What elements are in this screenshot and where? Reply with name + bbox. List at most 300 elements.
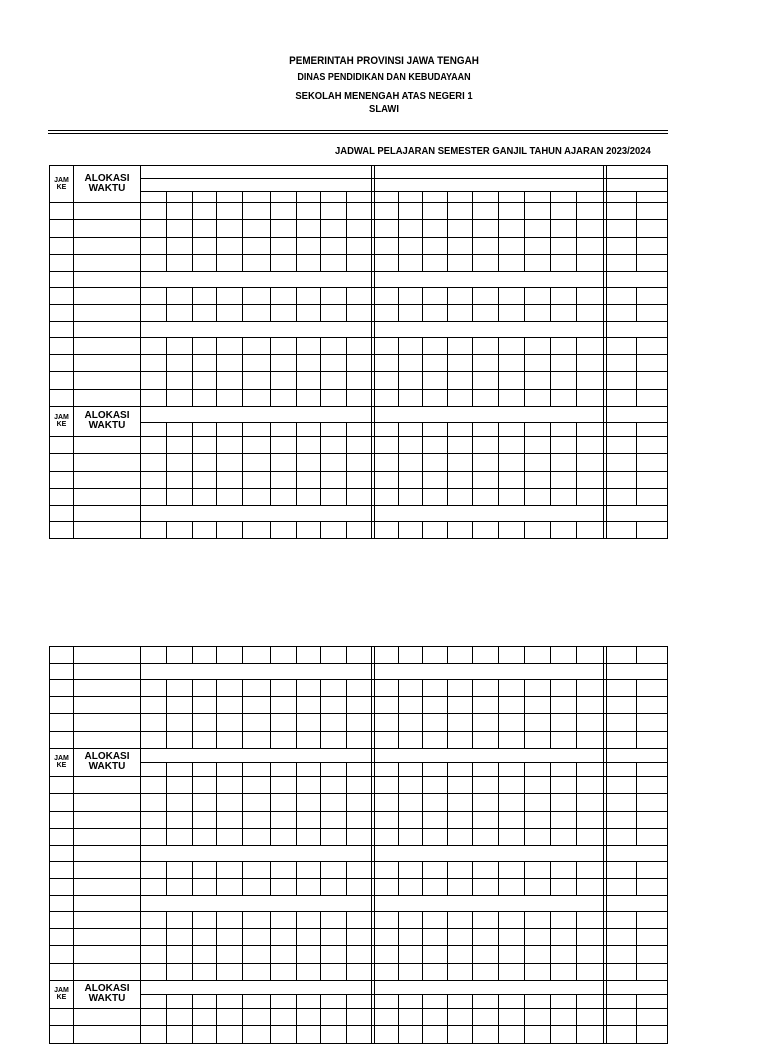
teacher-code-xi — [525, 731, 551, 748]
teacher-code-xi — [473, 963, 499, 980]
jam-number — [50, 963, 74, 980]
teacher-code-xi — [551, 304, 577, 321]
jam-number — [50, 254, 74, 271]
teacher-code-x — [243, 471, 271, 488]
istirahat-label — [375, 664, 604, 680]
teacher-code-xi — [375, 714, 399, 731]
teacher-code-x — [243, 203, 271, 220]
class-number-x — [347, 422, 372, 436]
teacher-code-x — [347, 436, 372, 453]
class-number-xii — [637, 762, 668, 776]
teacher-code-x — [141, 254, 167, 271]
class-number-xi — [551, 422, 577, 436]
class-number-xii — [637, 994, 668, 1008]
teacher-code-xi — [525, 389, 551, 406]
teacher-code-xi — [499, 304, 525, 321]
istirahat-label — [141, 506, 372, 522]
teacher-code-xi — [551, 697, 577, 714]
teacher-code-xi — [577, 776, 604, 793]
teacher-code-xi — [525, 254, 551, 271]
teacher-code-x — [243, 828, 271, 845]
time-slot — [74, 287, 141, 304]
teacher-code-xi — [375, 304, 399, 321]
teacher-code-xi — [577, 697, 604, 714]
teacher-code-xi — [473, 471, 499, 488]
kelas-xii-header — [607, 166, 668, 179]
teacher-code-xi — [375, 471, 399, 488]
teacher-code-x — [193, 861, 217, 878]
teacher-code-x — [243, 911, 271, 928]
class-number-x — [271, 994, 297, 1008]
teacher-code-xi — [577, 287, 604, 304]
teacher-code-x — [217, 878, 243, 895]
teacher-code-xi — [473, 372, 499, 389]
teacher-code-x — [271, 794, 297, 811]
teacher-code-x — [297, 776, 321, 793]
teacher-code-x — [193, 220, 217, 237]
teacher-code-xi — [525, 372, 551, 389]
teacher-code-xi — [448, 811, 473, 828]
teacher-code-x — [321, 679, 347, 696]
teacher-code-xi — [448, 454, 473, 471]
alokasi-label: ALOKASI — [84, 751, 130, 763]
teacher-code-x — [217, 929, 243, 946]
class-number-x — [243, 994, 271, 1008]
teacher-code-x — [141, 220, 167, 237]
teacher-code-x — [321, 471, 347, 488]
class-number-x — [271, 422, 297, 436]
teacher-code-xii — [637, 1026, 668, 1043]
teacher-code-x — [347, 946, 372, 963]
time-slot — [74, 220, 141, 237]
teacher-code-xi — [375, 861, 399, 878]
teacher-code-x — [243, 337, 271, 354]
jam-number — [50, 389, 74, 406]
class-number-x — [271, 192, 297, 203]
teacher-code-xi — [473, 436, 499, 453]
teacher-code-x — [271, 521, 297, 538]
teacher-code-x — [193, 679, 217, 696]
teacher-code-xi — [375, 337, 399, 354]
teacher-code-xi — [473, 220, 499, 237]
teacher-code-xi — [423, 203, 448, 220]
teacher-code-x — [321, 355, 347, 372]
teacher-code-xi — [399, 946, 423, 963]
day-label-xi — [375, 406, 604, 422]
teacher-code-x — [297, 679, 321, 696]
teacher-code-xi — [375, 929, 399, 946]
teacher-code-x — [217, 1026, 243, 1043]
class-number-xii — [607, 762, 637, 776]
class-number-x — [217, 762, 243, 776]
schedule-row — [50, 861, 668, 878]
teacher-code-xi — [423, 355, 448, 372]
class-number-xi — [551, 762, 577, 776]
teacher-code-xi — [375, 1026, 399, 1043]
time-slot — [74, 521, 141, 538]
teacher-code-xi — [473, 776, 499, 793]
jam-number — [50, 714, 74, 731]
class-number-xi — [551, 994, 577, 1008]
teacher-code-xi — [375, 647, 399, 664]
teacher-code-xi — [423, 828, 448, 845]
teacher-code-xi — [499, 963, 525, 980]
teacher-code-x — [217, 488, 243, 505]
teacher-code-xi — [551, 471, 577, 488]
schedule-row — [50, 355, 668, 372]
teacher-code-x — [271, 372, 297, 389]
teacher-code-xi — [499, 254, 525, 271]
time-slot — [74, 237, 141, 254]
teacher-code-xi — [525, 776, 551, 793]
time-slot — [74, 355, 141, 372]
teacher-code-xi — [499, 714, 525, 731]
teacher-code-x — [167, 237, 193, 254]
teacher-code-x — [271, 389, 297, 406]
teacher-code-xi — [551, 911, 577, 928]
teacher-code-x — [297, 254, 321, 271]
jam-cell-empty — [50, 664, 74, 680]
teacher-code-x — [167, 911, 193, 928]
teacher-code-x — [271, 355, 297, 372]
alokasi-label: ALOKASI — [84, 173, 130, 184]
teacher-code-xi — [551, 521, 577, 538]
teacher-code-xi — [399, 1008, 423, 1025]
class-number-xi — [423, 422, 448, 436]
teacher-code-xi — [577, 203, 604, 220]
teacher-code-xi — [423, 471, 448, 488]
teacher-code-xi — [399, 714, 423, 731]
teacher-code-x — [347, 1008, 372, 1025]
teacher-code-xi — [448, 355, 473, 372]
teacher-code-x — [271, 714, 297, 731]
teacher-code-xi — [499, 237, 525, 254]
teacher-code-xi — [399, 811, 423, 828]
time-slot — [74, 946, 141, 963]
teacher-code-xii — [607, 454, 637, 471]
teacher-code-xi — [473, 237, 499, 254]
teacher-code-xi — [551, 488, 577, 505]
class-number-xi — [473, 994, 499, 1008]
teacher-code-xi — [551, 254, 577, 271]
teacher-code-xi — [525, 203, 551, 220]
class-number-xi — [423, 762, 448, 776]
teacher-code-xi — [375, 355, 399, 372]
teacher-code-x — [243, 372, 271, 389]
jam-label: JAM — [54, 987, 69, 995]
teacher-code-x — [243, 647, 271, 664]
teacher-code-xii — [637, 471, 668, 488]
teacher-code-x — [193, 776, 217, 793]
teacher-code-xi — [399, 287, 423, 304]
schedule-sheet-2 — [49, 646, 668, 1044]
teacher-code-xi — [399, 963, 423, 980]
jam-number — [50, 521, 74, 538]
teacher-code-xi — [551, 337, 577, 354]
teacher-code-xi — [551, 647, 577, 664]
day-label-xii — [607, 748, 668, 762]
teacher-code-xii — [637, 929, 668, 946]
teacher-code-xi — [577, 337, 604, 354]
teacher-code-xi — [448, 697, 473, 714]
teacher-code-xi — [499, 1008, 525, 1025]
teacher-code-xi — [473, 878, 499, 895]
schedule-row — [50, 389, 668, 406]
teacher-code-xi — [448, 647, 473, 664]
teacher-code-x — [193, 963, 217, 980]
class-number-xi — [577, 422, 604, 436]
teacher-code-xii — [607, 355, 637, 372]
teacher-code-xi — [473, 828, 499, 845]
teacher-code-x — [271, 929, 297, 946]
teacher-code-xi — [423, 811, 448, 828]
istirahat-label — [375, 506, 604, 522]
teacher-code-xi — [473, 929, 499, 946]
time-slot — [74, 454, 141, 471]
istirahat-label — [141, 896, 372, 912]
teacher-code-x — [271, 731, 297, 748]
class-number-xi — [448, 994, 473, 1008]
teacher-code-x — [167, 304, 193, 321]
teacher-code-xi — [423, 372, 448, 389]
teacher-code-xi — [399, 372, 423, 389]
teacher-code-xi — [577, 372, 604, 389]
teacher-code-xi — [577, 220, 604, 237]
teacher-code-xii — [637, 304, 668, 321]
teacher-code-xi — [448, 287, 473, 304]
teacher-code-x — [271, 304, 297, 321]
teacher-code-x — [243, 220, 271, 237]
teacher-code-x — [271, 697, 297, 714]
teacher-code-xi — [577, 714, 604, 731]
teacher-code-x — [243, 963, 271, 980]
teacher-code-xi — [448, 1026, 473, 1043]
teacher-code-xi — [399, 1026, 423, 1043]
teacher-code-x — [347, 220, 372, 237]
teacher-code-x — [321, 929, 347, 946]
class-number-x — [243, 762, 271, 776]
teacher-code-xi — [525, 488, 551, 505]
teacher-code-xi — [577, 647, 604, 664]
teacher-code-x — [167, 337, 193, 354]
teacher-code-xi — [448, 1008, 473, 1025]
teacher-code-xi — [423, 337, 448, 354]
teacher-code-xii — [607, 714, 637, 731]
teacher-code-xii — [607, 679, 637, 696]
teacher-code-x — [217, 389, 243, 406]
teacher-code-x — [321, 337, 347, 354]
istirahat-label — [375, 322, 604, 338]
teacher-code-x — [297, 697, 321, 714]
time-slot — [74, 697, 141, 714]
teacher-code-xi — [448, 220, 473, 237]
teacher-code-x — [217, 911, 243, 928]
teacher-code-xi — [399, 697, 423, 714]
teacher-code-x — [193, 287, 217, 304]
teacher-code-xi — [499, 454, 525, 471]
teacher-code-xii — [637, 811, 668, 828]
class-number-x — [141, 422, 167, 436]
teacher-code-xi — [577, 254, 604, 271]
jam-number — [50, 697, 74, 714]
teacher-code-xi — [473, 679, 499, 696]
alokasi-label: ALOKASI — [84, 983, 130, 995]
teacher-code-xi — [551, 287, 577, 304]
jam-number — [50, 454, 74, 471]
time-slot — [74, 896, 141, 912]
teacher-code-xi — [473, 714, 499, 731]
teacher-code-xi — [473, 287, 499, 304]
teacher-code-xi — [551, 929, 577, 946]
teacher-code-x — [321, 1026, 347, 1043]
istirahat-label — [141, 664, 372, 680]
time-slot — [74, 963, 141, 980]
teacher-code-x — [141, 679, 167, 696]
teacher-code-x — [193, 254, 217, 271]
teacher-code-x — [347, 521, 372, 538]
istirahat-empty — [607, 506, 668, 522]
teacher-code-x — [297, 372, 321, 389]
jam-number — [50, 794, 74, 811]
teacher-code-xi — [525, 911, 551, 928]
teacher-code-xi — [423, 287, 448, 304]
time-slot — [74, 203, 141, 220]
teacher-code-xii — [607, 963, 637, 980]
teacher-code-x — [243, 454, 271, 471]
day-label-xi — [375, 980, 604, 994]
schedule-row — [50, 776, 668, 793]
teacher-code-x — [243, 1026, 271, 1043]
teacher-code-x — [217, 454, 243, 471]
teacher-code-xi — [473, 861, 499, 878]
teacher-code-xi — [499, 697, 525, 714]
schedule-title: JADWAL PELAJARAN SEMESTER GANJIL TAHUN AJARAN 2023/2024 — [335, 145, 651, 157]
class-number-xi — [473, 192, 499, 203]
teacher-code-xii — [637, 488, 668, 505]
schedule-row — [50, 506, 668, 522]
class-number-xi — [448, 192, 473, 203]
teacher-code-xi — [448, 731, 473, 748]
teacher-code-xi — [499, 647, 525, 664]
teacher-code-x — [347, 911, 372, 928]
teacher-code-xi — [399, 911, 423, 928]
jam-cell-empty — [50, 272, 74, 288]
teacher-code-x — [193, 454, 217, 471]
teacher-code-x — [271, 488, 297, 505]
teacher-code-x — [193, 355, 217, 372]
teacher-code-xii — [607, 946, 637, 963]
teacher-code-xi — [473, 488, 499, 505]
jam-ke-header — [50, 748, 74, 776]
class-number-xi — [551, 192, 577, 203]
teacher-code-x — [271, 878, 297, 895]
teacher-code-x — [297, 878, 321, 895]
teacher-code-x — [347, 731, 372, 748]
teacher-code-xi — [375, 454, 399, 471]
teacher-code-xi — [448, 488, 473, 505]
teacher-code-x — [321, 963, 347, 980]
teacher-code-x — [167, 679, 193, 696]
teacher-code-x — [141, 287, 167, 304]
istirahat-label — [375, 846, 604, 862]
teacher-code-xi — [399, 794, 423, 811]
jam-number — [50, 436, 74, 453]
teacher-code-xii — [637, 254, 668, 271]
teacher-code-x — [193, 697, 217, 714]
teacher-code-xi — [577, 389, 604, 406]
teacher-code-x — [141, 776, 167, 793]
teacher-code-x — [167, 220, 193, 237]
class-number-x — [167, 192, 193, 203]
teacher-code-x — [321, 647, 347, 664]
teacher-code-xi — [473, 521, 499, 538]
teacher-code-xi — [423, 878, 448, 895]
time-slot — [74, 776, 141, 793]
teacher-code-xi — [499, 488, 525, 505]
teacher-code-xii — [607, 1008, 637, 1025]
teacher-code-x — [167, 697, 193, 714]
teacher-code-x — [243, 776, 271, 793]
class-number-xi — [399, 422, 423, 436]
teacher-code-xi — [551, 237, 577, 254]
waktu-label: WAKTU — [88, 420, 126, 432]
teacher-code-xi — [577, 488, 604, 505]
schedule-row — [50, 963, 668, 980]
teacher-code-x — [347, 811, 372, 828]
teacher-code-xi — [423, 697, 448, 714]
teacher-code-xi — [525, 861, 551, 878]
time-slot — [74, 304, 141, 321]
teacher-code-x — [193, 714, 217, 731]
teacher-code-x — [167, 287, 193, 304]
jam-number — [50, 946, 74, 963]
time-slot — [74, 389, 141, 406]
teacher-code-x — [271, 911, 297, 928]
waktu-label: WAKTU — [88, 761, 126, 773]
teacher-code-xi — [375, 372, 399, 389]
jam-number — [50, 647, 74, 664]
day-header-row — [50, 980, 668, 994]
teacher-code-x — [297, 389, 321, 406]
teacher-code-x — [271, 946, 297, 963]
teacher-code-xi — [473, 203, 499, 220]
teacher-code-x — [347, 828, 372, 845]
class-number-xi — [473, 422, 499, 436]
teacher-code-x — [297, 220, 321, 237]
time-slot — [74, 664, 141, 680]
teacher-code-x — [167, 1026, 193, 1043]
teacher-code-x — [167, 372, 193, 389]
teacher-code-xi — [448, 911, 473, 928]
day-label-x — [141, 980, 372, 994]
class-number-xi — [399, 192, 423, 203]
jam-number — [50, 203, 74, 220]
class-number-xi — [375, 994, 399, 1008]
teacher-code-x — [297, 454, 321, 471]
teacher-code-xi — [525, 878, 551, 895]
teacher-code-x — [321, 946, 347, 963]
teacher-code-xi — [473, 1008, 499, 1025]
teacher-code-x — [321, 304, 347, 321]
alokasi-label: ALOKASI — [84, 410, 130, 422]
teacher-code-x — [321, 287, 347, 304]
teacher-code-x — [217, 220, 243, 237]
teacher-code-x — [217, 794, 243, 811]
class-header-row — [50, 166, 668, 179]
schedule-sheet-1 — [49, 165, 668, 539]
teacher-code-x — [193, 811, 217, 828]
schedule-row — [50, 811, 668, 828]
